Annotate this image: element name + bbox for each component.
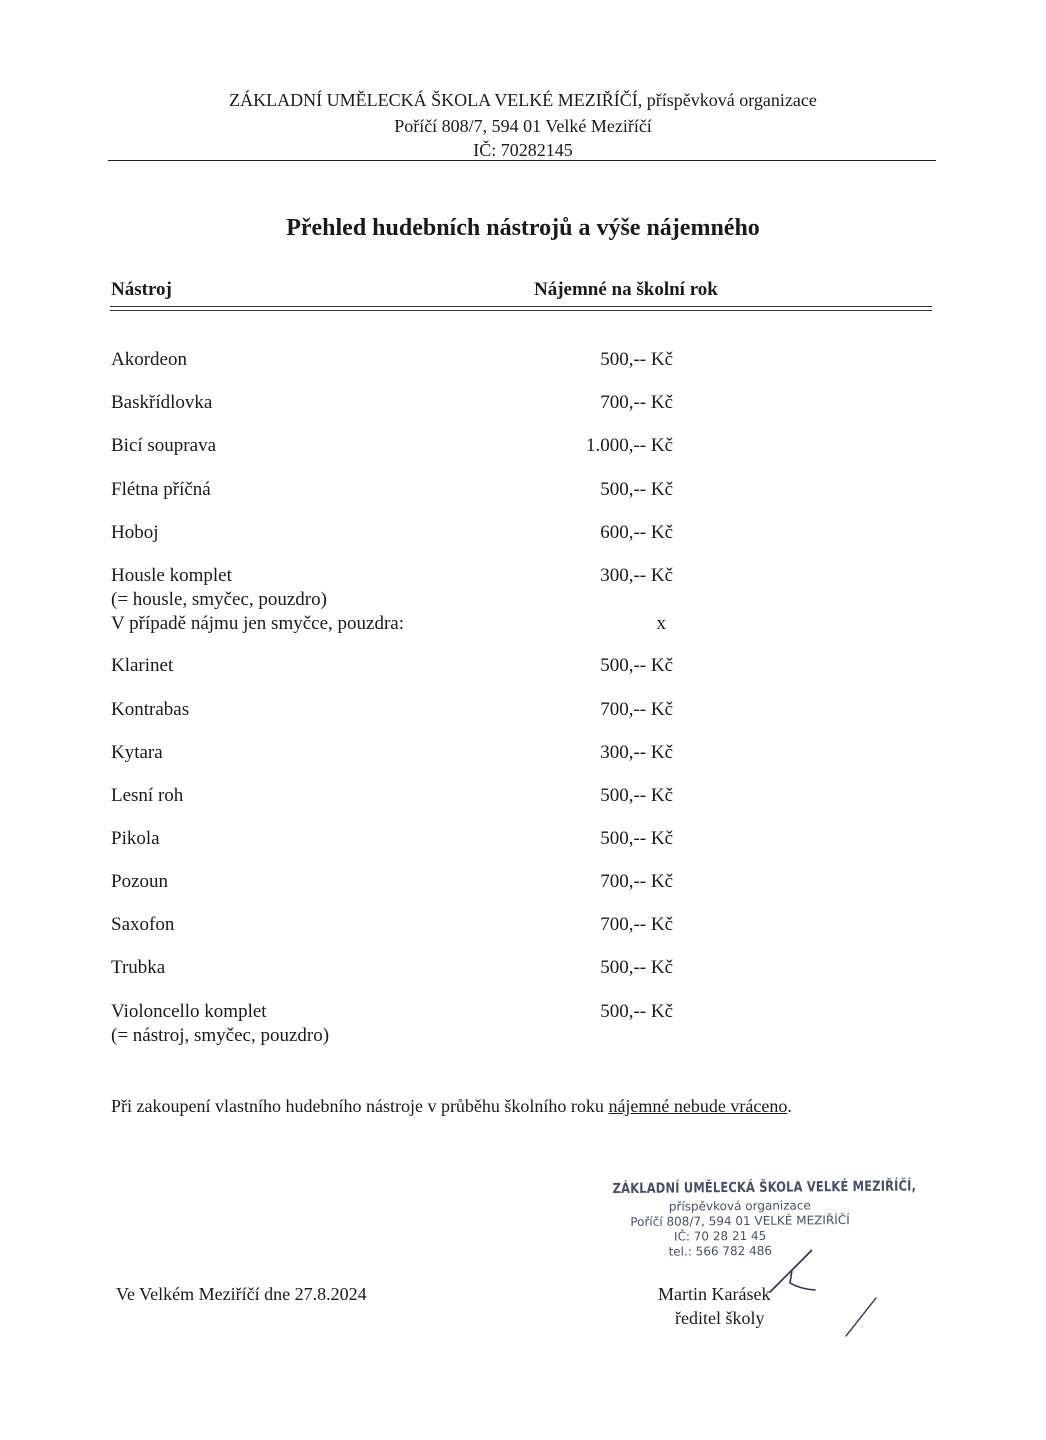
- instrument-name: Baskřídlovka: [111, 392, 213, 413]
- instrument-name: Pikola: [111, 828, 160, 849]
- instrument-name: Trubka: [111, 957, 166, 978]
- school-address: Poříčí 808/7, 594 01 Velké Meziříčí: [394, 116, 652, 136]
- column-header-instrument: Nástroj: [111, 279, 172, 300]
- instrument-name: Kontrabas: [111, 699, 190, 720]
- instrument-rent: 500,-- Kč: [600, 1001, 673, 1022]
- page-title: Přehled hudebních nástrojů a výše nájemného: [286, 215, 760, 241]
- refund-note-end: .: [787, 1096, 792, 1116]
- signature-slash: [846, 1298, 876, 1336]
- instrument-rent: 300,-- Kč: [600, 565, 673, 586]
- instrument-rent: 500,-- Kč: [600, 655, 673, 676]
- instrument-rent: 700,-- Kč: [600, 699, 673, 720]
- instrument-name: Housle komplet: [111, 565, 232, 586]
- instrument-rent: 500,-- Kč: [600, 349, 673, 370]
- instrument-name: Bicí souprava: [111, 435, 217, 456]
- instrument-name: Akordeon: [111, 349, 187, 370]
- instrument-rent: x: [656, 613, 666, 634]
- instrument-rent: 1.000,-- Kč: [585, 435, 673, 456]
- instrument-name: Klarinet: [111, 655, 174, 676]
- instrument-name: Lesní roh: [111, 785, 184, 806]
- instrument-rent: 700,-- Kč: [600, 871, 673, 892]
- instrument-rent: 500,-- Kč: [600, 785, 673, 806]
- signature-stroke: [770, 1250, 815, 1292]
- instrument-name: Kytara: [111, 742, 163, 763]
- signer-name: Martin Karásek: [658, 1284, 771, 1304]
- school-id: IČ: 70282145: [473, 140, 573, 160]
- signer-role: ředitel školy: [675, 1308, 765, 1328]
- stamp-org-type: příspěvková organizace: [668, 1198, 811, 1214]
- instrument-name: Hoboj: [111, 522, 159, 543]
- instrument-name: Pozoun: [111, 871, 168, 892]
- instrument-rent: 300,-- Kč: [600, 742, 673, 763]
- instrument-rent: 700,-- Kč: [600, 914, 673, 935]
- instrument-rent: 500,-- Kč: [600, 828, 673, 849]
- instrument-rent: 600,-- Kč: [600, 522, 673, 543]
- instrument-rent: 500,-- Kč: [600, 479, 673, 500]
- stamp-phone: tel.: 566 782 486: [668, 1243, 773, 1259]
- instrument-rent: 700,-- Kč: [600, 392, 673, 413]
- place-and-date: Ve Velkém Meziříčí dne 27.8.2024: [116, 1284, 367, 1304]
- refund-note-emphasis: nájemné nebude vráceno: [608, 1096, 788, 1116]
- refund-note-text: Při zakoupení vlastního hudebního nástroje v průběhu školního roku: [111, 1096, 609, 1116]
- instrument-name: V případě nájmu jen smyčce, pouzdra:: [111, 613, 404, 634]
- column-header-rent: Nájemné na školní rok: [534, 279, 718, 300]
- instrument-rent: 500,-- Kč: [600, 957, 673, 978]
- stamp-address: Poříčí 808/7, 594 01 VELKÉ MEZIŘÍČÍ: [630, 1213, 850, 1229]
- stamp-id: IČ: 70 28 21 45: [673, 1228, 767, 1244]
- instrument-name: Flétna příčná: [111, 479, 211, 500]
- instrument-note: (= housle, smyčec, pouzdro): [111, 589, 327, 610]
- school-name-header: ZÁKLADNÍ UMĚLECKÁ ŠKOLA VELKÉ MEZIŘÍČÍ, příspěvková organizace: [229, 90, 817, 110]
- instrument-name: Saxofon: [111, 914, 175, 935]
- instrument-note: (= nástroj, smyčec, pouzdro): [111, 1025, 330, 1046]
- stamp-school-name: ZÁKLADNÍ UMĚLECKÁ ŠKOLA VELKÉ MEZIŘÍČÍ,: [612, 1178, 917, 1198]
- instrument-name: Violoncello komplet: [111, 1001, 267, 1022]
